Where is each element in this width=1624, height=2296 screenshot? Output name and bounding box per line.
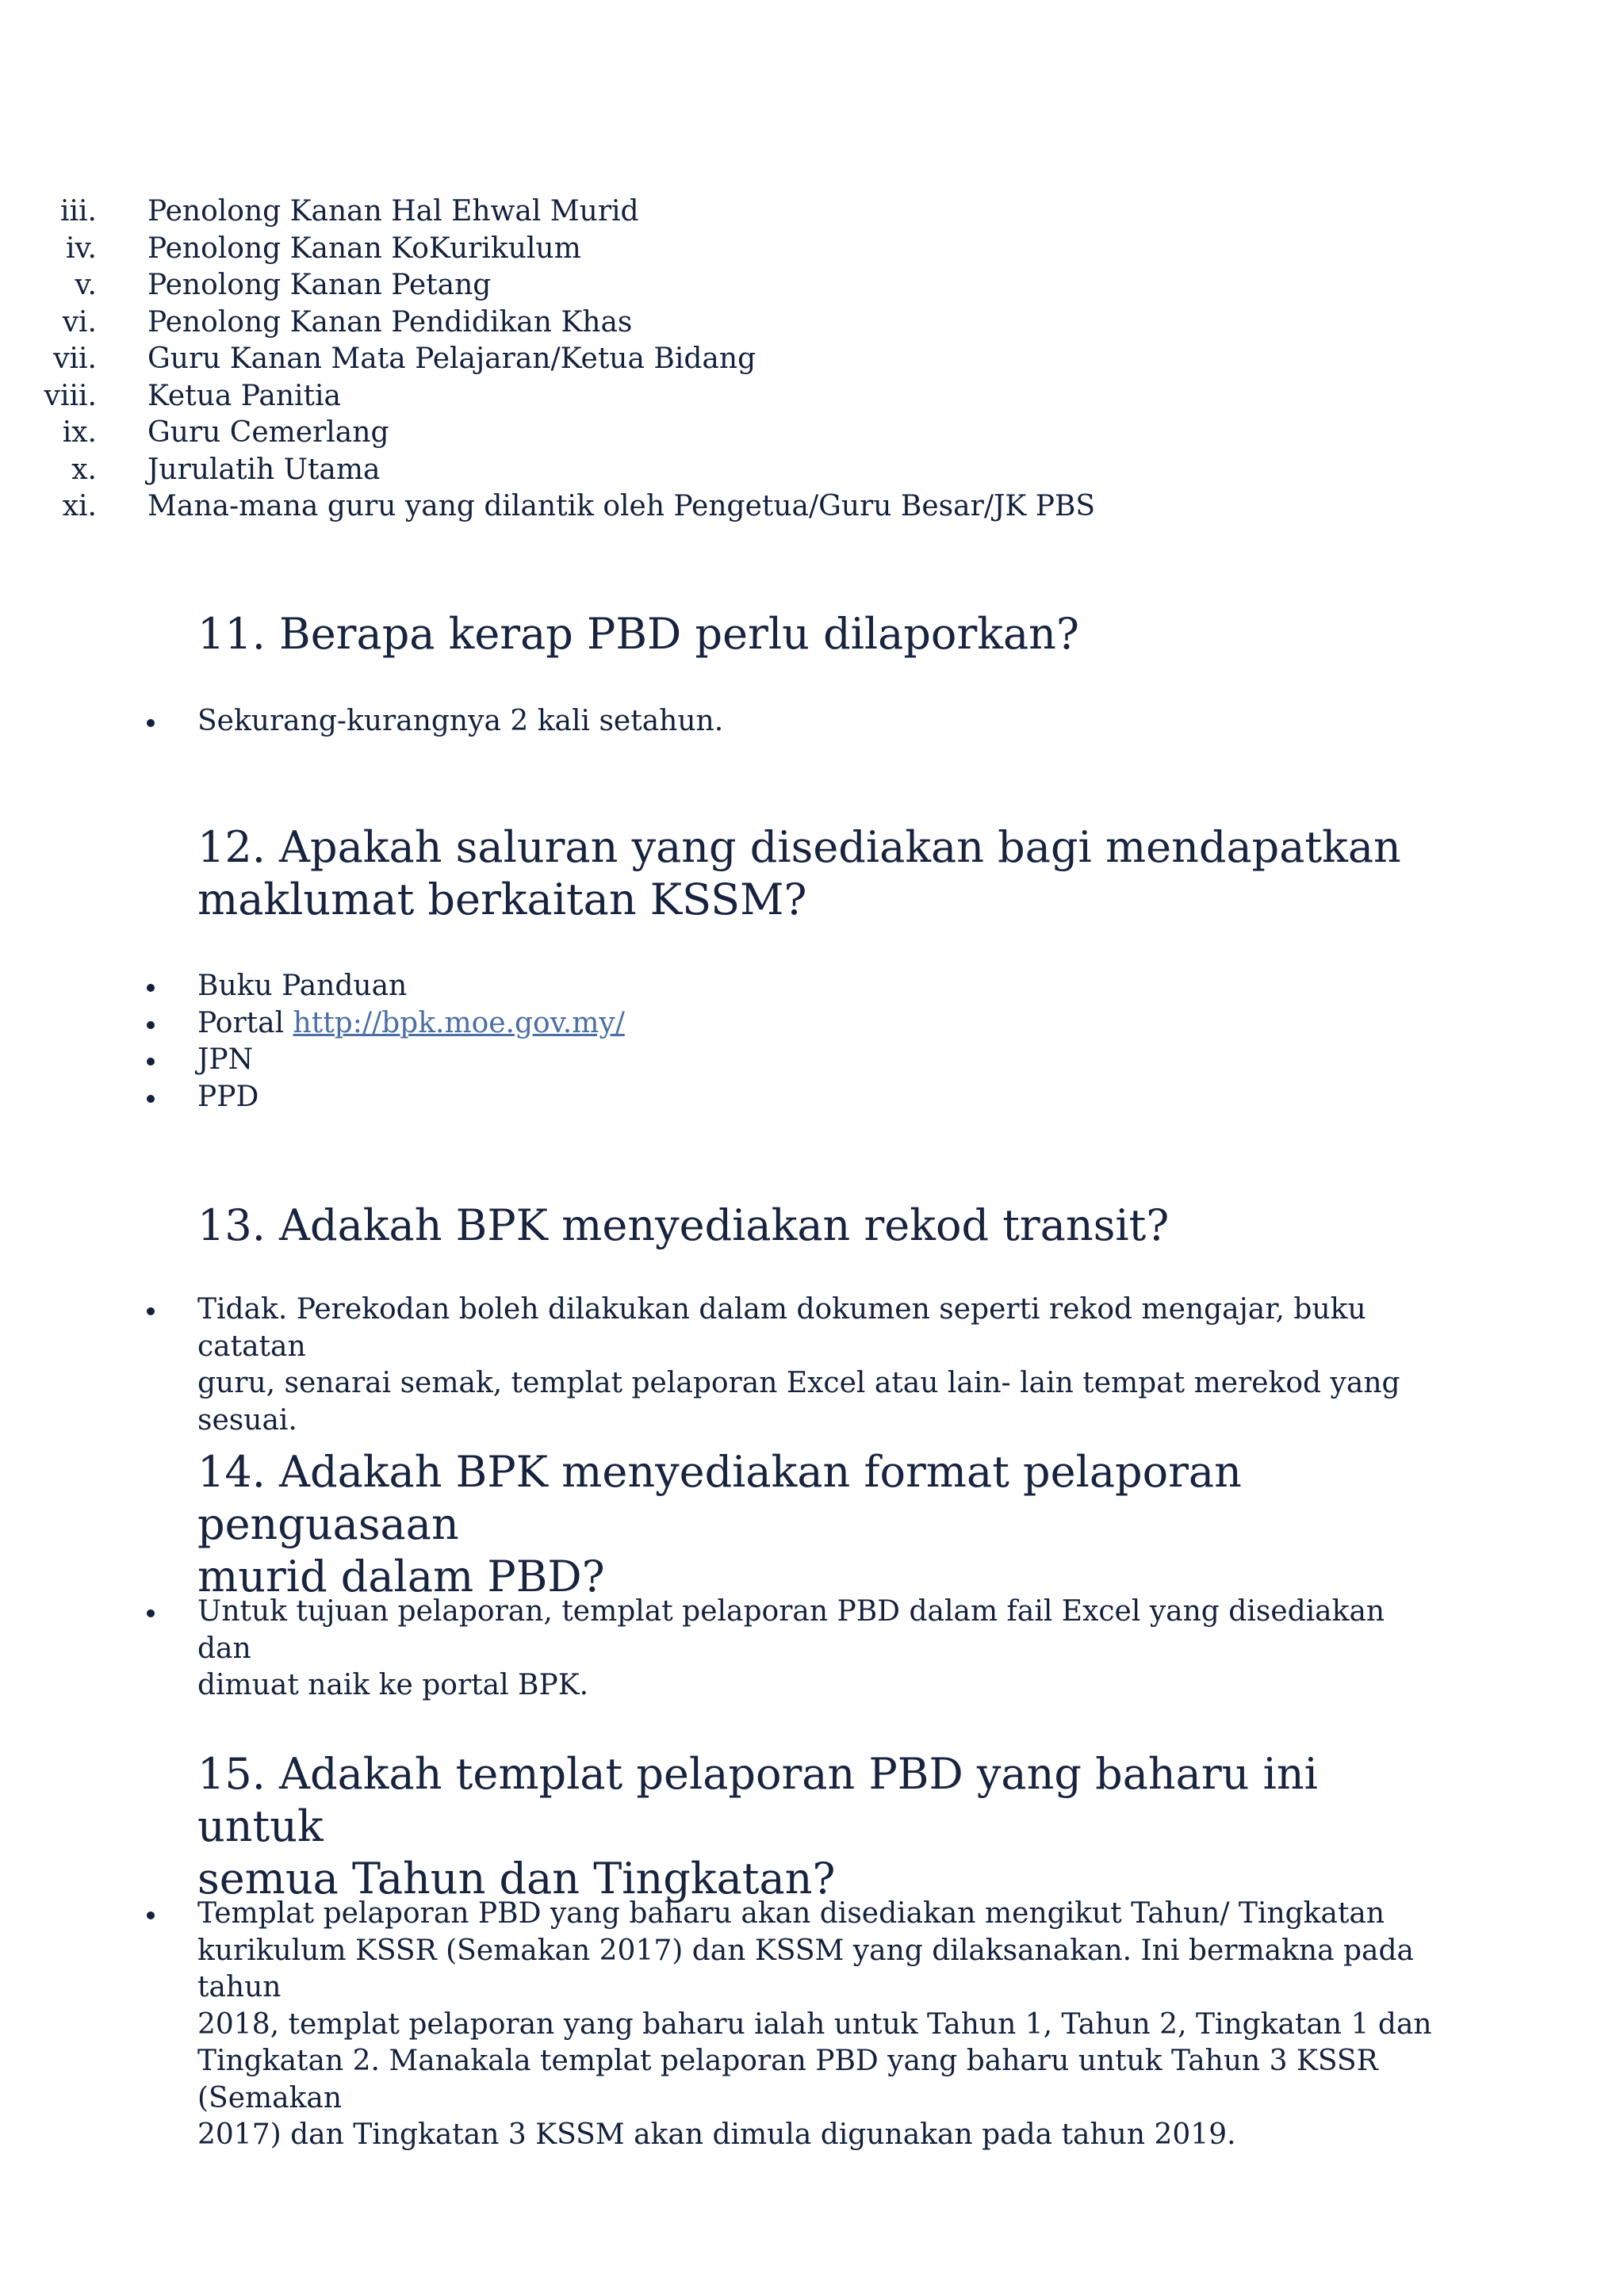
list-item-text: Mana-mana guru yang dilantik oleh Pengetua/Guru Besar/JK PBS <box>147 490 1096 523</box>
list-number: ix. <box>62 416 97 450</box>
list-number: iii. <box>60 195 97 228</box>
question-13-answers <box>0 1292 1624 1439</box>
question-15-heading <box>197 1748 1434 1905</box>
question-12-section <box>197 821 1434 926</box>
list-item-text: Ketua Panitia <box>147 379 342 412</box>
question-11-section <box>197 608 1434 660</box>
bullet-icon <box>0 1594 197 1705</box>
list-item-text: Penolong Kanan Petang <box>147 269 492 302</box>
heading-line: maklumat berkaitan KSSM? <box>197 874 807 924</box>
list-item <box>0 1594 1624 1705</box>
list-item <box>0 193 1624 231</box>
answer-text <box>197 1292 1434 1439</box>
question-14-heading <box>197 1446 1434 1603</box>
answer-text: PPD <box>197 1080 259 1113</box>
answer-text: Sekurang-kurangnya 2 kali setahun. <box>197 705 724 737</box>
question-11-heading: 11. Berapa kerap PBD perlu dilaporkan? <box>197 609 1079 659</box>
answer-line: 2017) dan Tingkatan 3 KSSM akan dimula digunakan pada tahun 2019. <box>197 2118 1236 2151</box>
question-11-answers <box>0 703 1624 740</box>
heading-line: 14. Adakah BPK menyediakan format pelaporan penguasaan <box>197 1447 1242 1549</box>
question-13-section <box>197 1200 1434 1252</box>
question-13-heading: 13. Adakah BPK menyediakan rekod transit? <box>197 1200 1170 1250</box>
list-number: xi. <box>62 490 97 523</box>
answer-line: Tingkatan 2. Manakala templat pelaporan PBD yang baharu untuk Tahun 3 KSSR (Semakan <box>197 2045 1378 2114</box>
list-item <box>0 488 1624 526</box>
bullet-icon <box>0 1042 197 1079</box>
bullet-icon <box>0 1292 197 1439</box>
answer-line: Templat pelaporan PBD yang baharu akan disediakan mengikut Tahun/ Tingkatan <box>197 1897 1385 1930</box>
list-item <box>0 1896 1624 2154</box>
list-number: iv. <box>65 232 97 265</box>
bullet-icon <box>0 1079 197 1116</box>
bullet-icon <box>0 1896 197 2154</box>
heading-line: 15. Adakah templat pelaporan PBD yang baharu ini untuk <box>197 1749 1318 1851</box>
list-item <box>0 1005 1624 1043</box>
heading-line: 12. Apakah saluran yang disediakan bagi mendapatkan <box>197 822 1401 872</box>
list-number: x. <box>71 453 97 486</box>
heading-line: semua Tahun dan Tingkatan? <box>197 1854 836 1904</box>
list-item-text: Guru Kanan Mata Pelajaran/Ketua Bidang <box>147 342 756 376</box>
answer-line: Untuk tujuan pelaporan, templat pelaporan PBD dalam fail Excel yang disediakan dan <box>197 1595 1385 1665</box>
answer-line: kurikulum KSSR (Semakan 2017) dan KSSM yang dilaksanakan. Ini bermakna pada tahun <box>197 1934 1414 2003</box>
list-item <box>0 1042 1624 1079</box>
question-14-answers <box>0 1594 1624 1705</box>
question-14-section <box>197 1446 1434 1603</box>
list-item <box>0 1292 1624 1439</box>
roman-numeral-list <box>0 193 1624 526</box>
list-number: vii. <box>53 342 97 376</box>
list-item <box>0 231 1624 268</box>
portal-link[interactable]: http://bpk.moe.gov.my/ <box>293 1006 625 1039</box>
answer-line: guru, senarai semak, templat pelaporan Excel atau lain- lain tempat merekod yang sesuai. <box>197 1367 1400 1437</box>
answer-text: JPN <box>197 1043 254 1076</box>
list-item-text: Penolong Kanan Pendidikan Khas <box>147 305 633 339</box>
list-item <box>0 304 1624 342</box>
answer-line: dimuat naik ke portal BPK. <box>197 1669 589 1701</box>
question-15-section <box>197 1748 1434 1905</box>
list-number: v. <box>75 269 97 302</box>
answer-text <box>197 1896 1434 2154</box>
bullet-icon <box>0 703 197 740</box>
answer-text: Buku Panduan <box>197 970 408 1002</box>
question-12-heading <box>197 821 1434 926</box>
question-12-answers <box>0 968 1624 1115</box>
answer-line: 2018, templat pelaporan yang baharu ialah untuk Tahun 1, Tahun 2, Tingkatan 1 dan <box>197 2007 1432 2041</box>
portal-label: Portal <box>197 1006 285 1039</box>
list-item-text: Jurulatih Utama <box>147 453 381 486</box>
bullet-icon <box>0 968 197 1005</box>
list-item-text: Penolong Kanan KoKurikulum <box>147 232 581 265</box>
list-item <box>0 703 1624 740</box>
answer-line: Tidak. Perekodan boleh dilakukan dalam dokumen seperti rekod mengajar, buku catatan <box>197 1293 1366 1363</box>
question-15-answers <box>0 1896 1624 2154</box>
list-item <box>0 267 1624 304</box>
list-item-text: Penolong Kanan Hal Ehwal Murid <box>147 195 639 228</box>
bullet-icon <box>0 1005 197 1043</box>
list-item <box>0 1079 1624 1116</box>
answer-text <box>197 1594 1434 1705</box>
list-number: viii. <box>44 379 97 412</box>
heading-line: murid dalam PBD? <box>197 1552 605 1601</box>
list-item <box>0 415 1624 452</box>
list-item <box>0 452 1624 489</box>
list-item-text: Guru Cemerlang <box>147 416 389 450</box>
list-item <box>0 378 1624 415</box>
list-item <box>0 968 1624 1005</box>
answer-text <box>197 1005 1434 1043</box>
list-number: vi. <box>62 305 97 339</box>
list-item <box>0 341 1624 378</box>
